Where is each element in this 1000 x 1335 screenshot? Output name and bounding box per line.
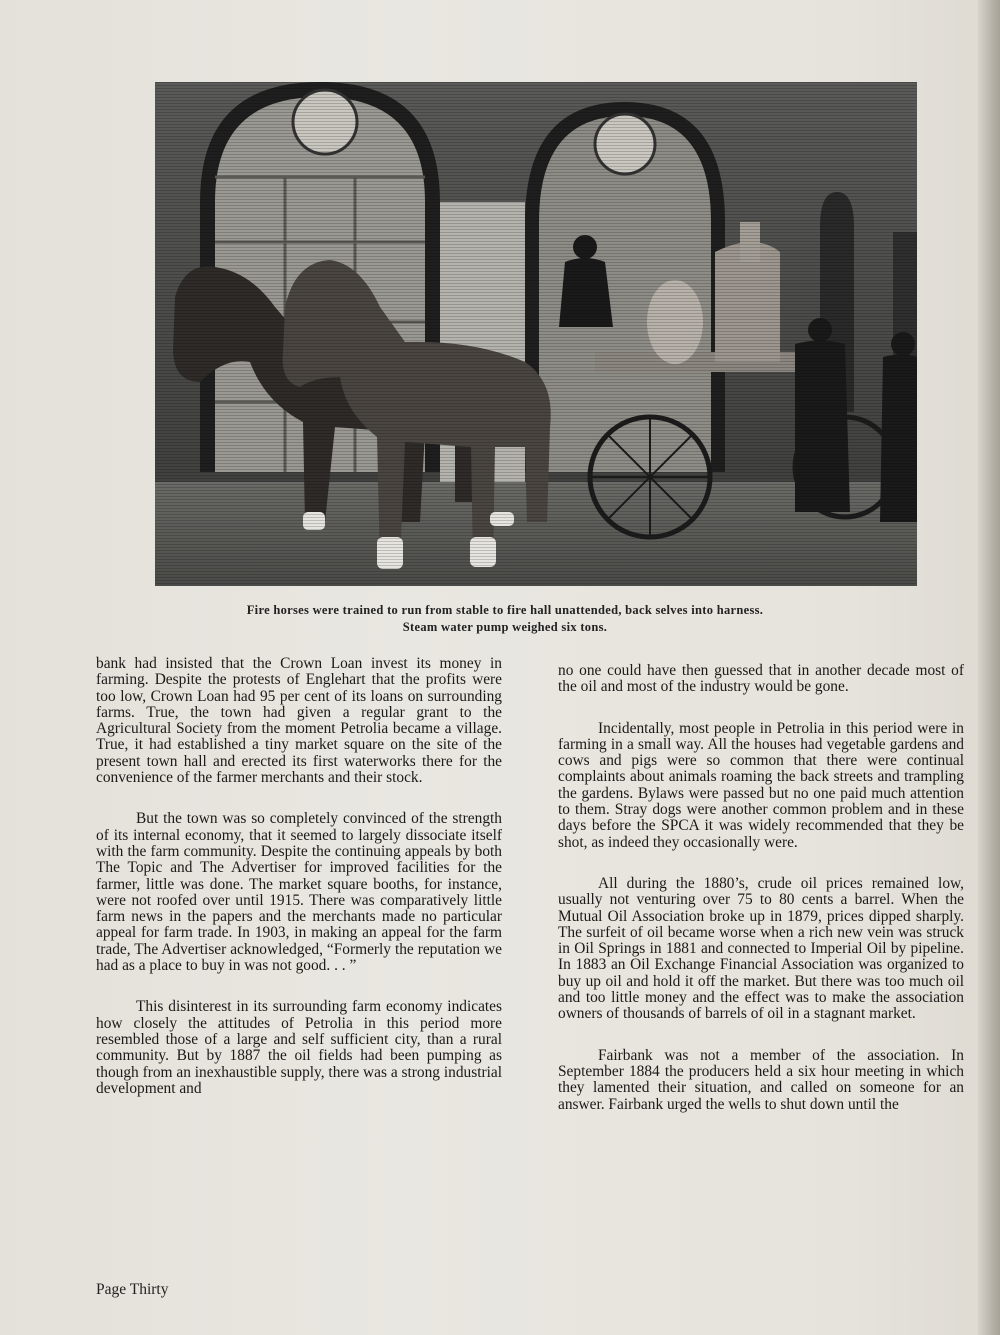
right-paragraph-2: Incidentally, most people in Petrolia in this period were in farming in a small way. All the houses had vegetable gardens and cows and pigs were so common that there were continual complaints about animals roaming the back streets and trampling the gardens. Bylaws were passed but no one paid much attention to them. Stray dogs were another common problem and in these days before the SPCA it was widely recommended that they be shot, as indeed they occasionally were. — [558, 719, 964, 851]
right-paragraph-3: All during the 1880’s, crude oil prices remained low, usually not venturing over 75 to 80 cents a barrel. When the Mutual Oil Association broke up in 1879, prices dipped sharply. The surfeit of oil became worse when a rich new vein was struck in Oil Springs in 1881 and connected to Imperial Oil by pipeline. In 1883 an Oil Exchange Financial Association was organized to buy up oil and hold it off the market. But there was too much oil and too little money and the effect was to make the association owners of thousands of barrels of oil in a stagnant market. — [558, 874, 964, 1023]
left-paragraph-2: But the town was so completely convinced of the strength of its internal economy, that it seemed to largely dissociate itself with the farm community. Despite the continuing appeals by both The Topic and The Advertiser for improved facilities for the farmer, little was done. The market square booths, for instance, were not roofed over until 1915. There was comparatively little farm news in the papers and the merchants made no particular appeal for farm trade. In 1903, in making an appeal for the farm trade, The Advertiser acknowledged, “Formerly the reputation we had as a place to buy in was not good. . . ” — [96, 810, 502, 975]
page-binding-edge — [978, 0, 1000, 1335]
left-paragraph-3: This disinterest in its surrounding farm economy indicates how closely the attitudes of Petrolia in this period more resembled those of a large and self sufficient city, than a rural community. But by 1887 the oil fields had been pumping as though from an inexhaustible supply, there was a strong industrial development and — [96, 998, 502, 1097]
photo-caption — [150, 602, 860, 636]
right-text-column — [558, 663, 964, 1138]
page-number: Page Thirty — [96, 1281, 169, 1298]
left-text-column — [96, 656, 502, 1122]
caption-line-2: Steam water pump weighed six tons. — [402, 620, 608, 634]
right-paragraph-4: Fairbank was not a member of the association. In September 1884 the producers held a six hour meeting in which they lamented their situation, and called on someone for an answer. Fairbank urged the wells to shut down until the — [558, 1046, 964, 1113]
caption-line-1: Fire horses were trained to run from stable to fire hall unattended, back selves into harness. — [246, 603, 764, 617]
fire-engine-photo — [155, 82, 917, 586]
left-paragraph-1: bank had insisted that the Crown Loan invest its money in farming. Despite the protests of Englehart that the profits were too low, Crown Loan had 95 per cent of its loans on surrounding farms. True, the town had given a regular grant to the Agricultural Society from the moment Petrolia became a village. True, it had established a tiny market square on the site of the present town hall and erected its first waterworks there for the convenience of the farmer merchants and their stock. — [96, 655, 502, 787]
right-paragraph-1: no one could have then guessed that in another decade most of the oil and most of the industry would be gone. — [558, 662, 964, 696]
photo-illustration — [155, 82, 917, 586]
